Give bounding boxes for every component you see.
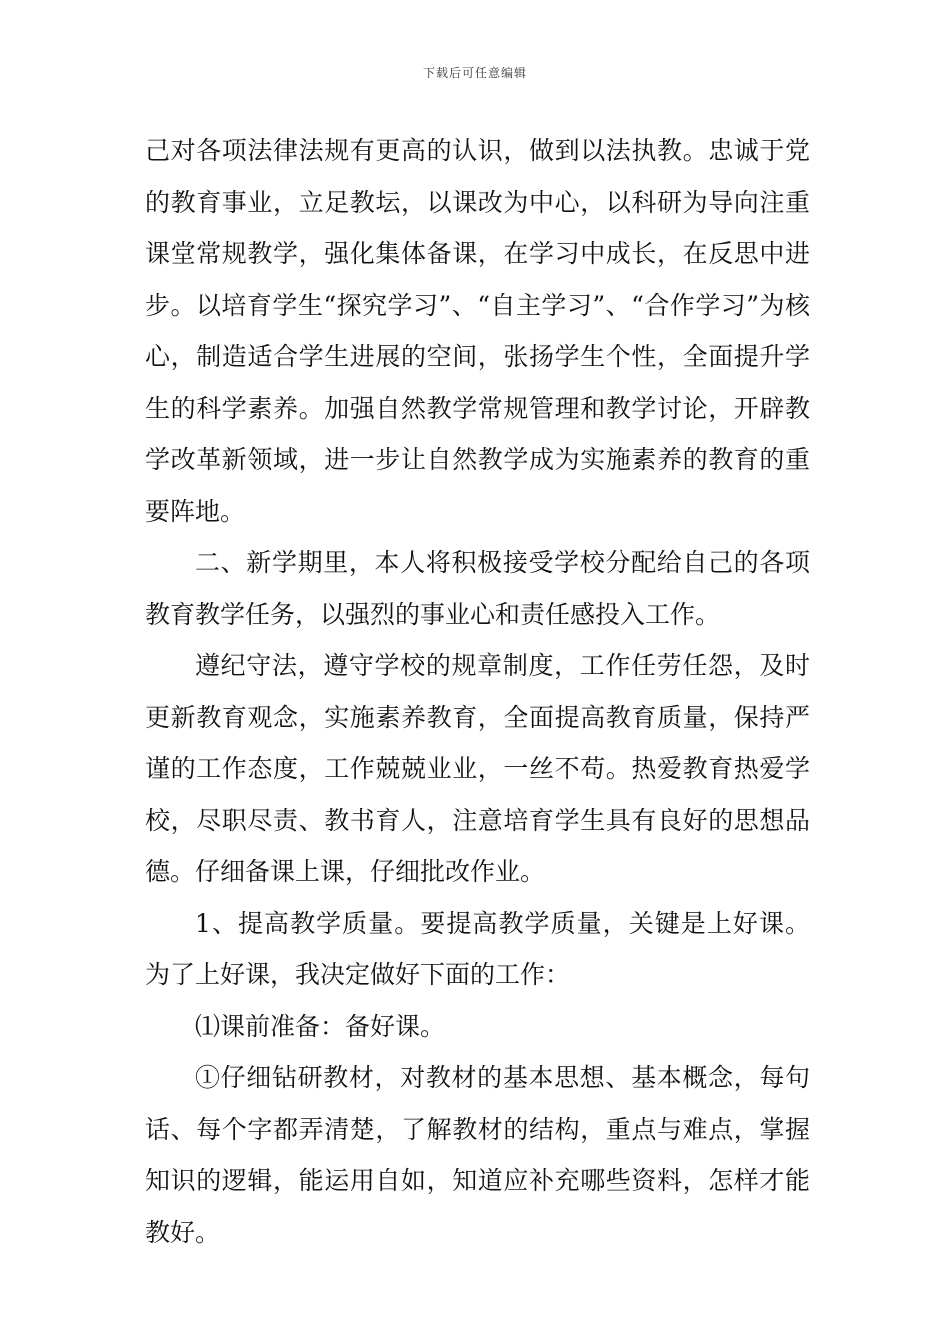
paragraph-5: ⑴课前准备：备好课。 <box>195 1011 446 1041</box>
page-header: 下载后可任意编辑 <box>422 66 527 80</box>
paragraph-2: 二、新学期里，本人将积极接受学校分配给自己的各项教育教学任务，以强烈的事业心和责任感投入工作。 <box>145 548 810 629</box>
paragraph-3: 遵纪守法，遵守学校的规章制度，工作任劳任怨，及时更新教育观念，实施素养教育，全面提高教育质量，保持严谨的工作态度，工作兢兢业业，一丝不苟。热爱教育热爱学校，尽职尽责、教书育人，注意培育学生具有良好的思想品德。仔细备课上课，仔细批改作业。 <box>145 651 810 886</box>
paragraph-1: 己对各项法律法规有更高的认识，做到以法执教。忠诚于党的教育事业，立足教坛，以课改为中心，以科研为导向注重课堂常规教学，强化集体备课，在学习中成长，在反思中进步。以培育学生“探究学习”、“自主学习”、“合作学习”为核心，制造适合学生进展的空间，张扬学生个性，全面提升学生的科学素养。加强自然教学常规管理和教学讨论，开辟教学改革新领域，进一步让自然教学成为实施素养的教育的重要阵地。 <box>145 136 810 526</box>
paragraph-6: ①仔细钻研教材，对教材的基本思想、基本概念，每句话、每个字都弄清楚，了解教材的结构，重点与难点，掌握知识的逻辑，能运用自如，知道应补充哪些资料，怎样才能教好。 <box>145 1063 810 1247</box>
paragraph-4: 1、提高教学质量。要提高教学质量，关键是上好课。为了上好课，我决定做好下面的工作： <box>145 908 810 989</box>
document-body <box>145 125 810 1258</box>
